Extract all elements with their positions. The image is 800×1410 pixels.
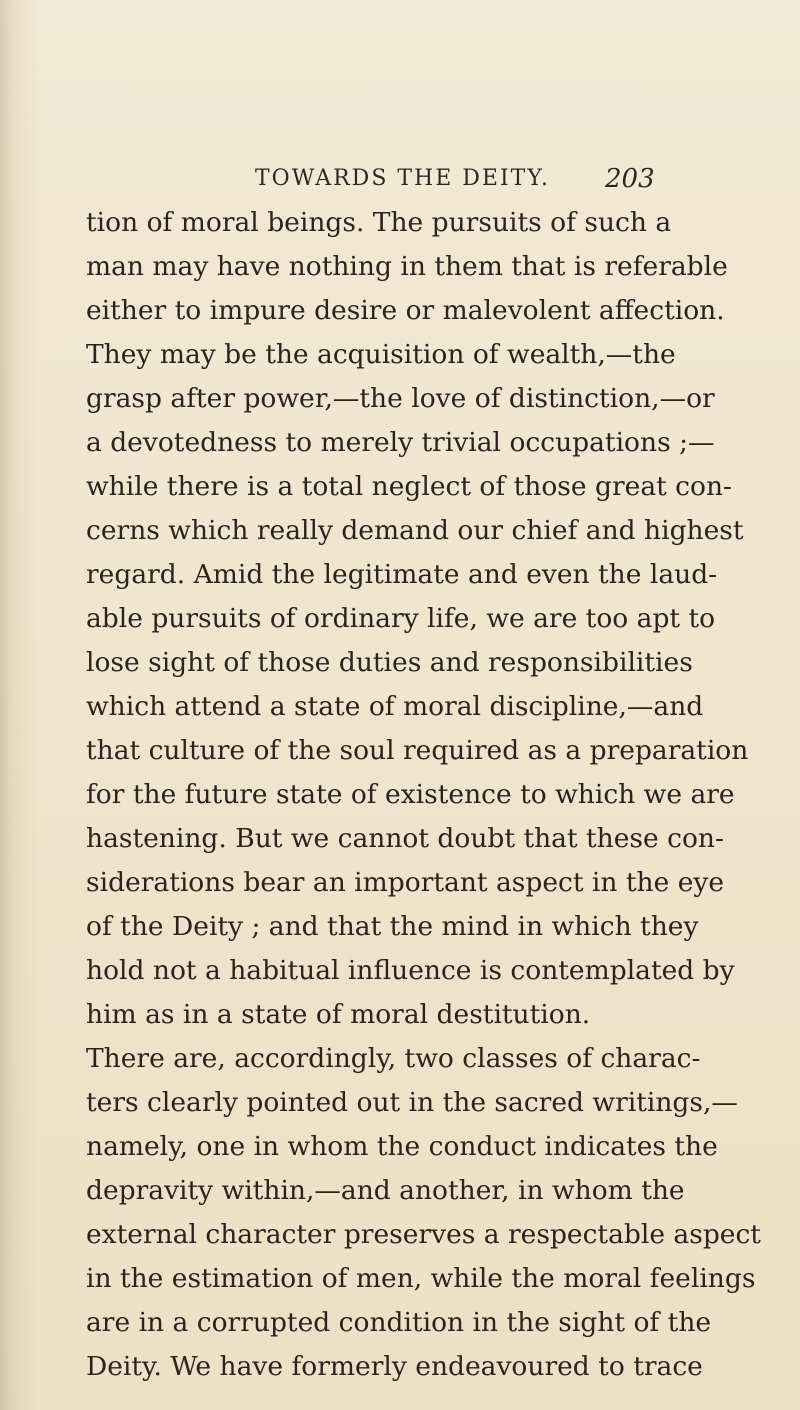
- running-head: [0, 164, 800, 198]
- text-line: able pursuits of ordinary life, we are too apt to: [86, 603, 716, 634]
- text-line: external character preserves a respectable aspect: [86, 1219, 761, 1250]
- text-line: ters clearly pointed out in the sacred writings,—: [86, 1087, 738, 1118]
- text-line: siderations bear an important aspect in the eye: [86, 867, 725, 898]
- text-line: They may be the acquisition of wealth,—the: [86, 339, 676, 370]
- text-line: him as in a state of moral destitution.: [86, 999, 591, 1030]
- text-line: a devotedness to merely trivial occupations ;—: [86, 427, 715, 458]
- text-line: of the Deity ; and that the mind in which they: [86, 911, 699, 942]
- text-line: which attend a state of moral discipline,—and: [86, 691, 704, 722]
- text-line: cerns which really demand our chief and highest: [86, 515, 744, 546]
- text-line: namely, one in whom the conduct indicates the: [86, 1131, 718, 1162]
- text-line: man may have nothing in them that is referable: [86, 251, 728, 282]
- text-line: hold not a habitual influence is contemplated by: [86, 955, 735, 986]
- text-line: tion of moral beings. The pursuits of such a: [86, 207, 672, 238]
- text-line: Deity. We have formerly endeavoured to trace: [86, 1351, 703, 1382]
- text-line: are in a corrupted condition in the sight of the: [86, 1307, 712, 1338]
- page-number: 203: [605, 164, 655, 194]
- running-title: TOWARDS THE DEITY.: [255, 166, 551, 191]
- text-line: in the estimation of men, while the moral feelings: [86, 1263, 756, 1294]
- text-line: hastening. But we cannot doubt that these con-: [86, 823, 724, 854]
- text-line: grasp after power,—the love of distinction,—or: [86, 383, 715, 414]
- text-line: either to impure desire or malevolent affection.: [86, 295, 725, 326]
- text-line: for the future state of existence to which we are: [86, 779, 735, 810]
- text-line: while there is a total neglect of those great con-: [86, 471, 733, 502]
- text-line: depravity within,—and another, in whom the: [86, 1175, 685, 1206]
- text-line: There are, accordingly, two classes of charac-: [86, 1043, 701, 1074]
- text-line: regard. Amid the legitimate and even the laud-: [86, 559, 718, 590]
- text-line: that culture of the soul required as a preparation: [86, 735, 749, 766]
- text-line: lose sight of those duties and responsibilities: [86, 647, 693, 678]
